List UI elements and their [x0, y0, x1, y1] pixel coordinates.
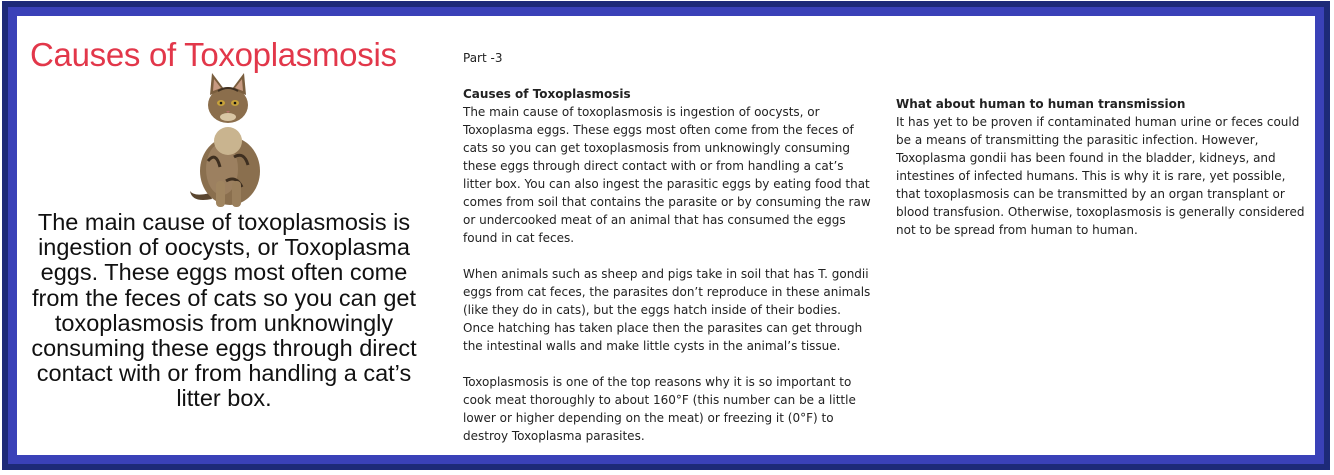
slide-border	[8, 7, 1324, 464]
paragraph: It has yet to be proven if contaminated human urine or feces could be a means of transmitting the parasitic infection. However, Toxoplasma gondii has been found in the bladder, kidneys, and intestines of infected humans. This is why it is rare, yet possible, that toxoplasmosis can be transmitted by an organ transplant or blood transfusion. Otherwise, toxoplasmosis is generally considered not to be spread from human to human.	[896, 115, 1305, 237]
paragraph: The main cause of toxoplasmosis is ingestion of oocysts, or Toxoplasma eggs. These eggs most often come from the feces of cats so you can get toxoplasmosis from unknowingly consuming these eggs through direct contact with or from handling a cat’s litter box. You can also ingest the parasitic eggs by eating food that comes from soil that contains the parasite or by consuming the raw or undercooked meat of an animal that has consumed the eggs found in cat feces.	[463, 105, 871, 245]
left-title: Causes of Toxoplasmosis	[30, 36, 397, 73]
section-heading: What about human to human transmission	[896, 97, 1186, 111]
cat-photo-icon	[182, 71, 272, 211]
slide-frame	[2, 1, 1330, 470]
paragraph: Toxoplasmosis is one of the top reasons why it is so important to cook meat thoroughly to about 160°F (this number can be a little lower or higher depending on the meat) or freezing it (0°F) to destroy Toxoplasma parasites.	[463, 375, 856, 443]
part-label: Part -3	[463, 51, 503, 65]
paragraph: When animals such as sheep and pigs take in soil that has T. gondii eggs from cat feces, the parasites don’t reproduce in these animals (like they do in cats), but the eggs hatch inside of their bodies. Once hatching has taken place then the parasites can get through the intestinal walls and make little cysts in the animal’s tissue.	[463, 267, 871, 353]
middle-column	[463, 49, 875, 463]
left-summary-text: The main cause of toxoplasmosis is ingestion of oocysts, or Toxoplasma eggs. These eggs most often come from the feces of cats so you can get toxoplasmosis from unknowingly consuming these eggs through direct contact with or from handling a cat’s litter box.	[31, 209, 417, 412]
right-column	[896, 95, 1308, 257]
slide-content	[17, 16, 1315, 455]
section-heading: Causes of Toxoplasmosis	[463, 87, 631, 101]
